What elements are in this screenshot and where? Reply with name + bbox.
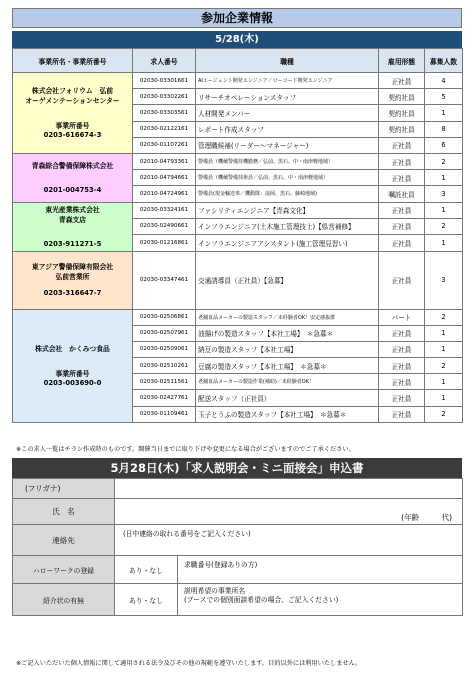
column-header: 募集人数	[425, 49, 463, 73]
company-wish-subhint: (ブースでの個別面談希望の場合、ご記入ください)	[184, 596, 339, 604]
openings-count: 2	[425, 358, 463, 374]
openings-count: 8	[425, 121, 463, 137]
job-number: 02010-04724961	[133, 186, 196, 202]
openings-count: 1	[425, 325, 463, 341]
company-code: 0203-911271-5	[43, 239, 102, 248]
job-title: インフラエンジニアアシスタント(施工管理見習い)	[196, 235, 379, 251]
referral-label: 紹介状の有無	[13, 584, 115, 616]
job-title: 老舗食品メーカーの製造作業(補助)／未経験者OK！	[196, 374, 379, 390]
job-number: 02030-02506861	[133, 309, 196, 325]
openings-count: 2	[425, 153, 463, 169]
employment-type: 正社員	[379, 170, 425, 186]
company-code: 0203-316647-7	[43, 289, 102, 297]
table-header-row	[13, 49, 463, 73]
openings-count: 1	[425, 105, 463, 121]
job-title: レポート作成スタッフ	[196, 121, 379, 137]
job-title: 老舗食品メーカーの製造スタッフ／未経験者OK！安定感抜群	[196, 309, 379, 325]
job-number: 02030-01109461	[133, 406, 196, 422]
column-header: 求人番号	[133, 49, 196, 73]
openings-count: 2	[425, 309, 463, 325]
hellowork-choice[interactable]: あり・なし	[115, 556, 178, 584]
table-row	[13, 251, 463, 309]
company-name: 青森綜合警備保障株式会社	[31, 161, 114, 170]
company-code: 0203-616674-3	[43, 130, 102, 139]
company-cell	[13, 73, 133, 154]
job-title: ファシリティエンジニア【青森文化】	[196, 202, 379, 218]
table-row	[13, 73, 463, 89]
hellowork-label: ハローワークの登録	[13, 556, 115, 584]
employment-type: 正社員	[379, 137, 425, 153]
event-date: 5/28(木)	[12, 31, 462, 48]
job-title: 豆腐の製造スタッフ【本社工場】 ＊急募＊	[196, 358, 379, 374]
company-name: 東アジア警備保障有限会社	[31, 263, 114, 271]
openings-count: 1	[425, 170, 463, 186]
job-number: 02030-02511561	[133, 374, 196, 390]
referral-choice[interactable]: あり・なし	[115, 584, 178, 616]
job-title: 配送スタッフ（正社員）	[196, 390, 379, 406]
job-title: 管理職候補(リーダー～マネージャー)	[196, 137, 379, 153]
openings-count: 1	[425, 390, 463, 406]
job-title: 油揚げの製造スタッフ【本社工場】 ＊急募＊	[196, 325, 379, 341]
company-name: 株式会社 かくみつ食品	[35, 344, 110, 353]
contact-hint: (日中連絡の取れる番号をご記入ください)	[123, 530, 251, 538]
table-row	[13, 153, 463, 169]
job-number: 02030-03301661	[133, 73, 196, 89]
table-row	[13, 309, 463, 325]
furigana-label: (フリガナ)	[13, 479, 115, 499]
seeker-number-hint: 求職番号(登録ありの方)	[184, 561, 258, 569]
job-number: 02030-03347461	[133, 251, 196, 309]
job-number: 02030-02427761	[133, 390, 196, 406]
job-number: 02030-01107261	[133, 137, 196, 153]
openings-count: 2	[425, 406, 463, 422]
employment-type: 正社員	[379, 374, 425, 390]
company-code-label: 事業所番号	[55, 369, 90, 378]
name-label: 氏 名	[13, 499, 115, 525]
openings-count: 3	[425, 186, 463, 202]
openings-count: 3	[425, 251, 463, 309]
company-name: 青森支店	[58, 215, 87, 224]
employment-type: パート	[379, 309, 425, 325]
employment-type: 正社員	[379, 251, 425, 309]
listing-note: ※この求人一覧はチラシ作成時のものです。開催当日までに取り下げや変更になる場合がございますのでご了承ください。	[16, 446, 355, 453]
employment-type: 正社員	[379, 341, 425, 357]
employment-type: 正社員	[379, 406, 425, 422]
employment-type: 正社員	[379, 390, 425, 406]
job-title: AIエージェント開発エンジニア／ローコード開発エンジニア	[196, 73, 379, 89]
company-name: 弘前営業所	[55, 273, 90, 281]
openings-count: 1	[425, 341, 463, 357]
employment-type: 正社員	[379, 218, 425, 234]
job-number: 02010-04793361	[133, 153, 196, 169]
job-title: 警備員（機械警備待機勤務／弘前、黒石、中・南津軽地域）	[196, 153, 379, 169]
employment-type: 正社員	[379, 202, 425, 218]
job-number: 02030-03303561	[133, 105, 196, 121]
job-number: 02030-02122161	[133, 121, 196, 137]
contact-label: 連絡先	[13, 525, 115, 556]
openings-count: 1	[425, 235, 463, 251]
company-code: 0201-004753-4	[43, 185, 102, 194]
company-name: 東光産業株式会社	[45, 205, 100, 214]
company-cell	[13, 309, 133, 422]
employment-type: 契約社員	[379, 89, 425, 105]
company-cell	[13, 251, 133, 309]
job-title: 警備員(現金輸送車／機動隊：浪岡、黒石、藤崎地域)	[196, 186, 379, 202]
openings-count: 1	[425, 374, 463, 390]
employment-type: 嘱託社員	[379, 186, 425, 202]
employment-type: 正社員	[379, 153, 425, 169]
contact-field[interactable]	[115, 525, 463, 556]
employment-type: 正社員	[379, 235, 425, 251]
job-number: 02030-01216861	[133, 235, 196, 251]
employment-type: 契約社員	[379, 121, 425, 137]
employment-type: 正社員	[379, 325, 425, 341]
job-number: 02030-02510261	[133, 358, 196, 374]
jobs-table	[12, 48, 463, 423]
employment-type: 正社員	[379, 73, 425, 89]
table-row	[13, 202, 463, 218]
company-cell	[13, 153, 133, 202]
job-number: 02030-03324161	[133, 202, 196, 218]
job-number: 02030-03302261	[133, 89, 196, 105]
employment-type: 正社員	[379, 358, 425, 374]
job-title: リサーチオペレーションスタッフ	[196, 89, 379, 105]
seeker-number-field[interactable]	[178, 556, 463, 584]
openings-count: 2	[425, 218, 463, 234]
page-title: 参加企業情報	[12, 8, 462, 28]
column-header: 事業所名・事業所番号	[13, 49, 133, 73]
privacy-note: ※ご記入いただいた個人情報に関して適用される法令及びその他の規範を遵守いたします。目的以外には利用いたしません。	[16, 660, 362, 667]
furigana-field[interactable]	[115, 479, 463, 499]
company-name: オーゲメンテーションセンター	[25, 96, 120, 105]
job-title: 交通誘導員（正社員）【急募】	[196, 251, 379, 309]
openings-count: 6	[425, 137, 463, 153]
job-title: 納豆の製造スタッフ【本社工場】	[196, 341, 379, 357]
application-title: 5月28日(木)「求人説明会・ミニ面接会」申込書	[12, 458, 462, 478]
job-title: 玉子とうふの製造スタッフ【本社工場】 ＊急募＊	[196, 406, 379, 422]
company-wish-field[interactable]	[178, 584, 463, 616]
company-cell	[13, 202, 133, 251]
name-field[interactable]	[115, 499, 463, 525]
job-number: 02030-02507961	[133, 325, 196, 341]
job-title: 人材開発メンバー	[196, 105, 379, 121]
job-title: インフラエンジニア(土木施工管理技士)【県営補修】	[196, 218, 379, 234]
column-header: 雇用形態	[379, 49, 425, 73]
employment-type: 契約社員	[379, 105, 425, 121]
job-number: 02010-04794661	[133, 170, 196, 186]
job-title: 警備員（機械警備技術員／弘前、黒石、中・南津軽地域）	[196, 170, 379, 186]
job-number: 02030-02509061	[133, 341, 196, 357]
company-code: 0203-003690-0	[43, 378, 102, 387]
openings-count: 1	[425, 202, 463, 218]
column-header: 職種	[196, 49, 379, 73]
company-wish-hint: 説明希望の事業所名	[184, 587, 246, 595]
job-number: 02030-02490661	[133, 218, 196, 234]
application-form	[12, 478, 463, 616]
openings-count: 5	[425, 89, 463, 105]
company-code-label: 事業所番号	[55, 121, 90, 130]
company-name: 株式会社フォリウム 弘前	[31, 86, 114, 95]
openings-count: 4	[425, 73, 463, 89]
age-label: (年齢 代)	[401, 513, 452, 522]
